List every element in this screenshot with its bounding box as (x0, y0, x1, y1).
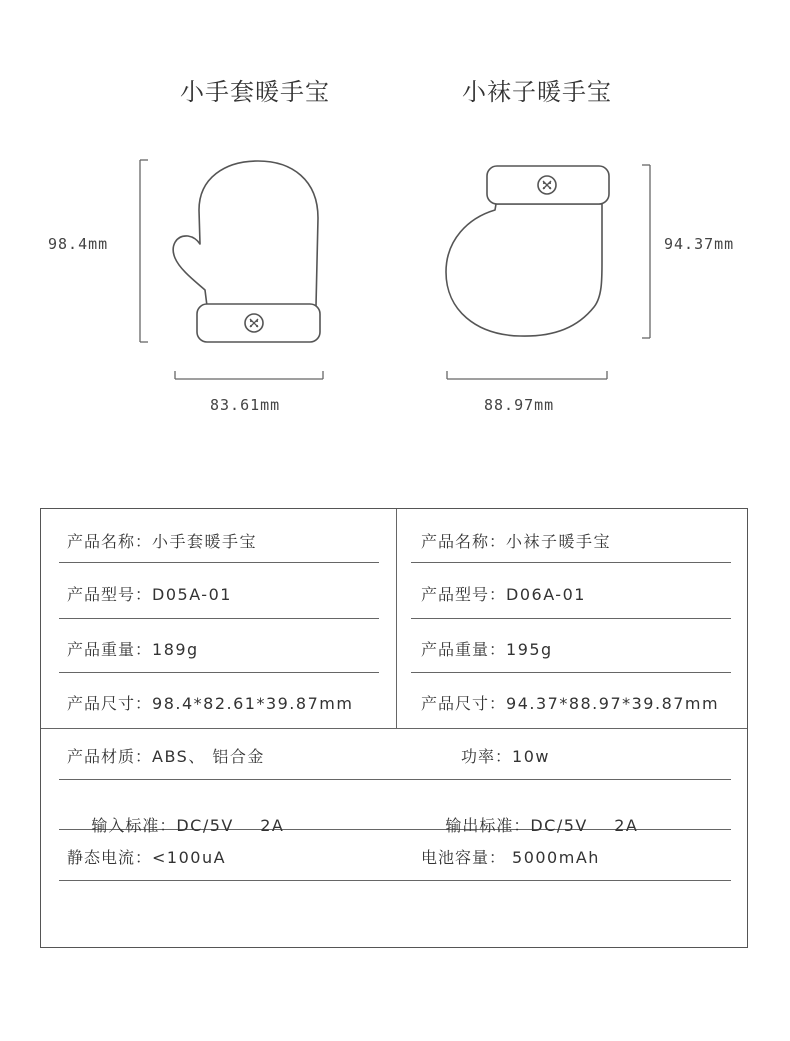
spec-left-model: 产品型号：D05A-01 (67, 585, 232, 604)
spec-left-size: 产品尺寸：98.4*82.61*39.87mm (67, 694, 354, 713)
spec-power: 功率：10w (461, 747, 550, 766)
spec-left-name: 产品名称：小手套暖手宝 (67, 532, 258, 551)
sock-height-bracket (642, 165, 650, 338)
spec-material: 产品材质：ABS、 铝合金 (67, 747, 265, 766)
sock-title: 小袜子暖手宝 (462, 78, 612, 106)
spec-right-model: 产品型号：D06A-01 (421, 585, 586, 604)
spec-right-name: 产品名称：小袜子暖手宝 (421, 532, 612, 551)
spec-left-weight: 产品重量：189g (67, 640, 199, 659)
spec-right-weight: 产品重量：195g (421, 640, 553, 659)
sock-width-label: 88.97mm (484, 396, 555, 414)
spec-static-current: 静态电流：<100uA (67, 848, 227, 867)
spec-output: 输出标准：DC/5V 2A (445, 816, 639, 835)
glove-height-label: 98.4mm (48, 235, 109, 253)
sock-width-bracket (447, 371, 607, 379)
glove-title: 小手套暖手宝 (180, 78, 330, 106)
sock-height-label: 94.37mm (664, 235, 735, 253)
spec-input: 输入标准：DC/5V 2A (91, 816, 285, 835)
column-divider (396, 509, 397, 729)
glove-icon (173, 161, 320, 342)
spec-table (40, 508, 748, 948)
glove-width-label: 83.61mm (210, 396, 281, 414)
spec-right-size: 产品尺寸：94.37*88.97*39.87mm (421, 694, 720, 713)
glove-height-bracket (140, 160, 148, 342)
glove-width-bracket (175, 371, 323, 379)
sock-icon (446, 166, 609, 336)
section-divider (41, 728, 747, 729)
spec-capacity: 电池容量： 5000mAh (421, 848, 600, 867)
